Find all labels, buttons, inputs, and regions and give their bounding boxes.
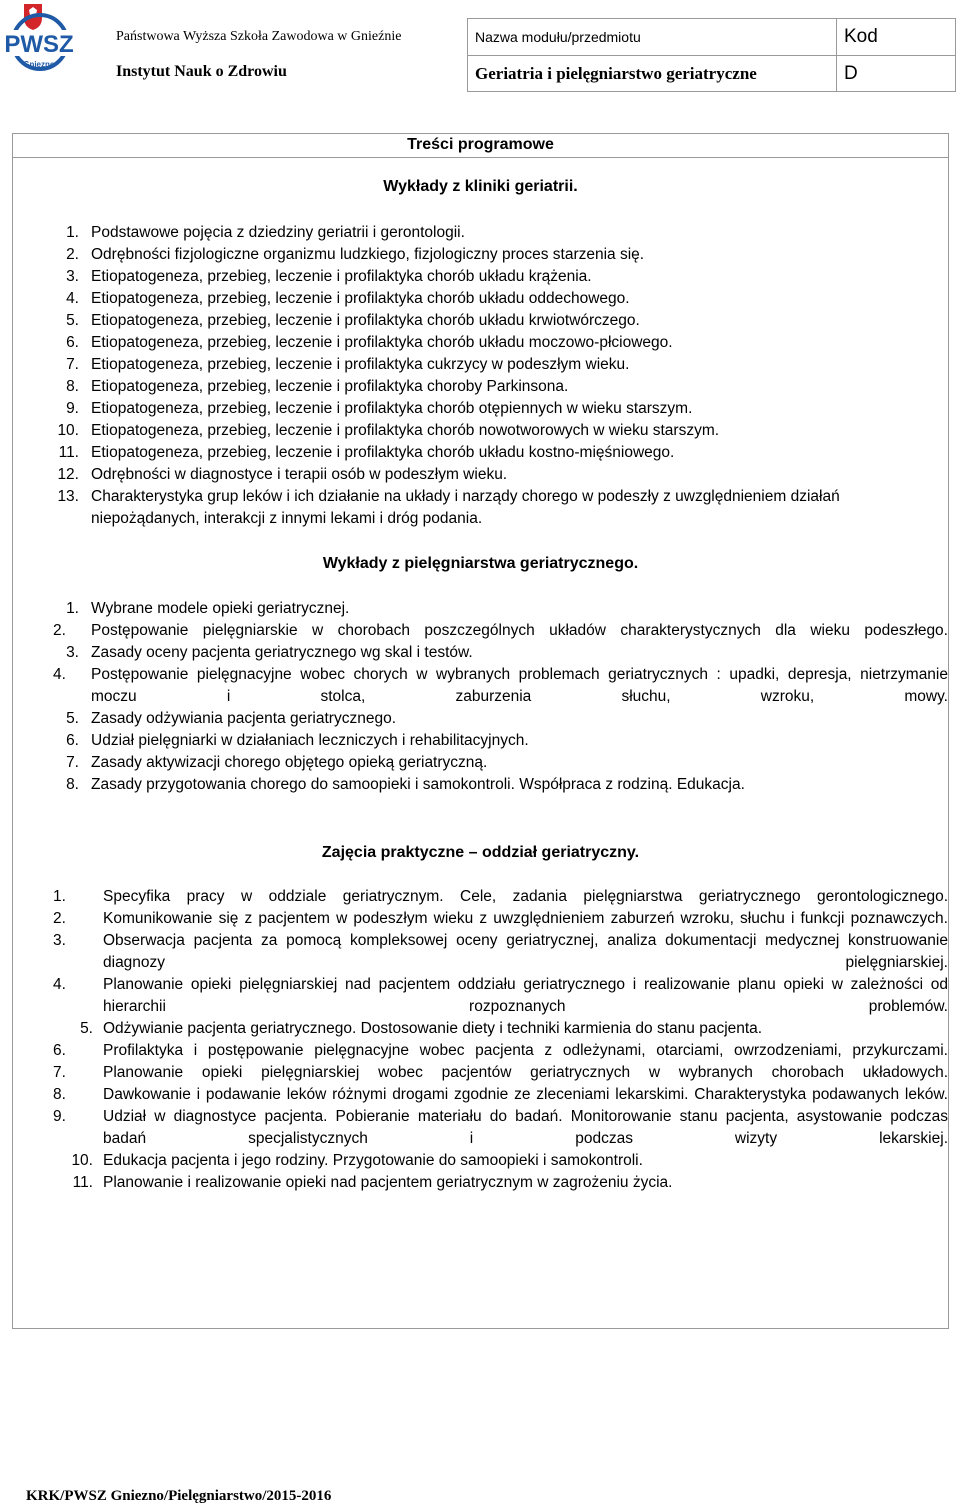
list-item: 7. Planowanie opieki pielęgniarskiej wobec pacjentów geriatrycznych w wybranych chorobach układowych. xyxy=(53,1064,948,1081)
list-item: 11. Etiopatogeneza, przebieg, leczenie i profilaktyka chorób układu kostno-mięśniowego. xyxy=(58,444,675,461)
code-value: D xyxy=(837,56,956,92)
list-item: 5. Odżywianie pacjenta geriatrycznego. Dostosowanie diety i techniki karmienia do stanu pacjenta. xyxy=(80,1020,763,1037)
list-item: 4. Postępowanie pielęgnacyjne wobec chorych w wybranych problemach geriatrycznych : upadki, depresja, nietrzymanie moczu i stolca, zaburzenia słuchu, wzroku, mowy. xyxy=(53,666,948,705)
list-item: 1. Wybrane modele opieki geriatrycznej. xyxy=(66,600,350,617)
list-item: 6. Profilaktyka i postępowanie pielęgnacyjne wobec pacjenta z odleżynami, otarciami, owrzodzeniami, przykurczami. xyxy=(53,1042,948,1059)
nursing-lectures-list xyxy=(53,598,948,796)
list-item: 5. Etiopatogeneza, przebieg, leczenie i profilaktyka chorób układu krwiotwórczego. xyxy=(66,312,640,329)
list-item: 8. Etiopatogeneza, przebieg, leczenie i profilaktyka choroby Parkinsona. xyxy=(66,378,569,395)
list-item: 3. Etiopatogeneza, przebieg, leczenie i profilaktyka chorób układu krążenia. xyxy=(66,268,592,285)
list-item: 4. Etiopatogeneza, przebieg, leczenie i profilaktyka chorób układu oddechowego. xyxy=(66,290,630,307)
list-item: 5. Zasady odżywiania pacjenta geriatrycznego. xyxy=(66,710,397,727)
list-item: 10. Etiopatogeneza, przebieg, leczenie i profilaktyka chorób nowotworowych w wieku starszym. xyxy=(57,422,720,439)
list-item: 8. Dawkowanie i podawanie leków różnymi drogami zgodnie ze zleceniami lekarskimi. Charakterystyka podawanych leków. xyxy=(53,1086,948,1103)
logo-text: PWSZ xyxy=(4,31,74,58)
list-item: 8. Zasady przygotowania chorego do samoopieki i samokontroli. Współpraca z rodziną. Edukacja. xyxy=(66,776,745,793)
section-title-nursing-lectures: Wykłady z pielęgniarstwa geriatrycznego. xyxy=(322,555,639,572)
module-header-table xyxy=(467,18,956,92)
university-name: Państwowa Wyższa Szkoła Zawodowa w Gnieźnie xyxy=(116,29,402,44)
list-item: 9. Etiopatogeneza, przebieg, leczenie i profilaktyka chorób otępiennych w wieku starszym. xyxy=(66,400,693,417)
list-item: 9. Udział w diagnostyce pacjenta. Pobieranie materiału do badań. Monitorowanie stanu pacjenta, asystowanie podczas badań specjalistycznych i podczas wizyty lekarskiej. xyxy=(53,1108,948,1147)
code-label: Kod xyxy=(837,19,956,56)
list-item: 2. Komunikowanie się z pacjentem w podeszłym wieku z uwzględnieniem zaburzeń wzroku, słuchu i funkcji poznawczych. xyxy=(53,910,948,927)
module-name-label: Nazwa modułu/przedmiotu xyxy=(468,19,837,56)
clinical-lectures-list xyxy=(53,222,948,530)
practical-classes-list xyxy=(53,886,948,1194)
institute-name: Instytut Nauk o Zdrowiu xyxy=(116,63,287,80)
program-content-box xyxy=(12,133,949,1329)
pwsz-logo xyxy=(2,2,76,74)
module-name-value: Geriatria i pielęgniarstwo geriatryczne xyxy=(468,56,837,92)
list-item: 13. Charakterystyka grup leków i ich działanie na układy i narządy chorego w podeszły z uwzględnieniem działań niepożądanych, interakcji z innymi lekami i dróg podania. xyxy=(57,488,840,527)
logo-subtext: Gniezno xyxy=(23,60,55,69)
list-item: 1. Specyfika pracy w oddziale geriatrycznym. Cele, zadania pielęgniarstwa geriatrycznego gerontologicznego. xyxy=(53,888,948,905)
institution-block xyxy=(116,28,401,82)
list-item: 2. Postępowanie pielęgniarskie w chorobach poszczególnych układów charakterystycznych dla wieku podeszłego. xyxy=(53,622,948,639)
section-title-practical-classes: Zajęcia praktyczne – oddział geriatryczny. xyxy=(321,844,640,861)
list-item: 1. Podstawowe pojęcia z dziedziny geriatrii i gerontologii. xyxy=(66,224,465,241)
list-item: 6. Etiopatogeneza, przebieg, leczenie i profilaktyka chorób układu moczowo-płciowego. xyxy=(66,334,673,351)
list-item: 12. Odrębności w diagnostyce i terapii osób w podeszłym wieku. xyxy=(57,466,508,483)
list-item: 10. Edukacja pacjenta i jego rodziny. Przygotowanie do samoopieki i samokontroli. xyxy=(71,1152,643,1169)
footer-reference: KRK/PWSZ Gniezno/Pielęgniarstwo/2015-2016 xyxy=(26,1488,332,1504)
list-item: 2. Odrębności fizjologiczne organizmu ludzkiego, fizjologiczny proces starzenia się. xyxy=(66,246,645,263)
list-item: 7. Etiopatogeneza, przebieg, leczenie i profilaktyka cukrzycy w podeszłym wieku. xyxy=(66,356,630,373)
list-item: 3. Zasady oceny pacjenta geriatrycznego wg skal i testów. xyxy=(66,644,473,661)
list-item: 6. Udział pielęgniarki w działaniach leczniczych i rehabilitacyjnych. xyxy=(66,732,529,749)
content-title: Treści programowe xyxy=(13,134,948,158)
list-item: 4. Planowanie opieki pielęgniarskiej nad pacjentem oddziału geriatrycznego i realizowanie planu opieki w zależności od hierarchii rozpoznanych problemów. xyxy=(53,976,948,1015)
list-item: 11. Planowanie i realizowanie opieki nad pacjentem geriatrycznym w zagrożeniu życia. xyxy=(72,1174,673,1191)
list-item: 3. Obserwacja pacjenta za pomocą kompleksowej oceny geriatrycznej, analiza dokumentacji medycznej konstruowanie diagnozy pielęgniarskiej. xyxy=(53,932,948,971)
section-title-clinical-lectures: Wykłady z kliniki geriatrii. xyxy=(383,178,578,195)
list-item: 7. Zasady aktywizacji chorego objętego opieką geriatryczną. xyxy=(66,754,488,771)
